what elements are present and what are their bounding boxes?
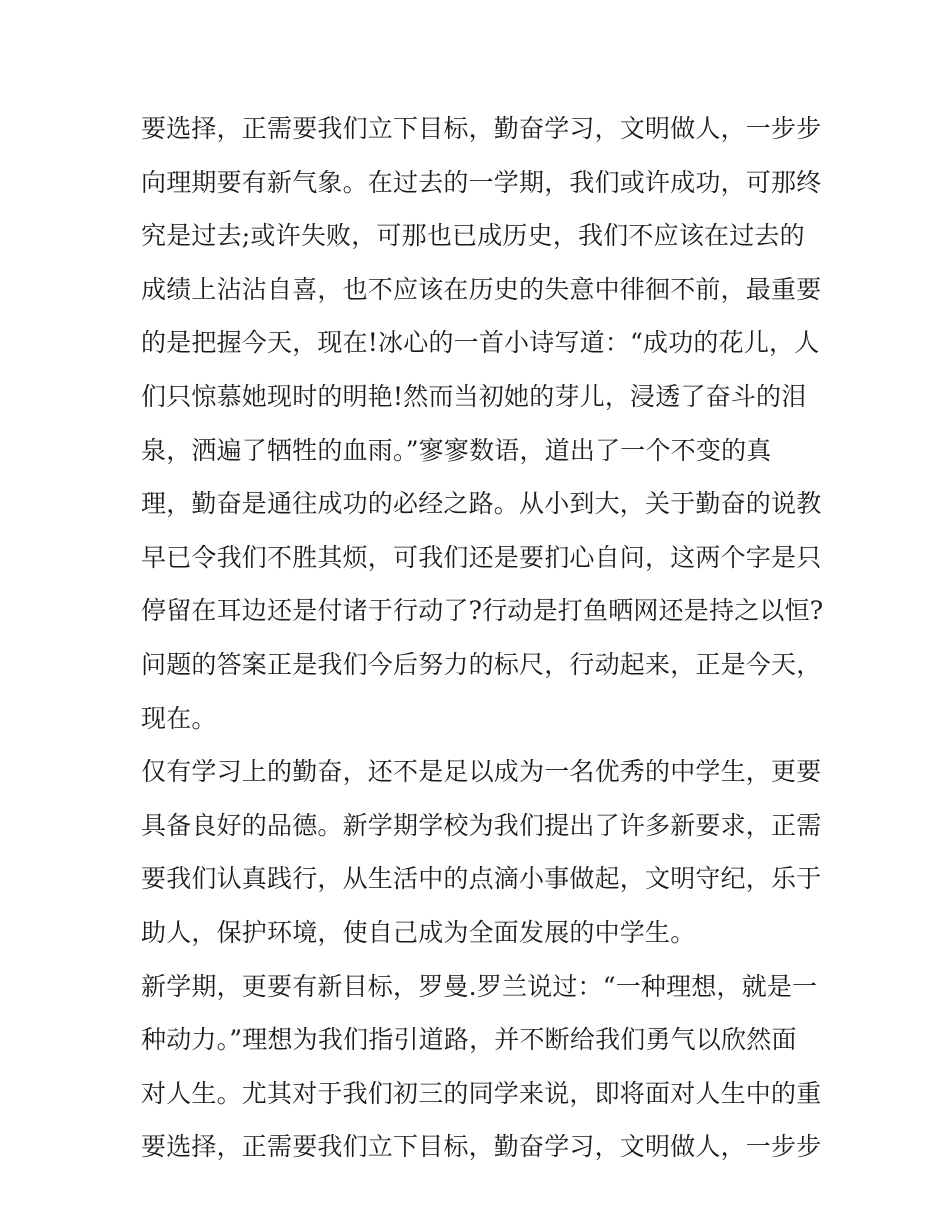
text-line: 停留在耳边还是付诸于行动了?行动是打鱼晒网还是持之以恒?: [141, 596, 824, 626]
text-line: 对人生。尤其对于我们初三的同学来说，即将面对人生中的重: [141, 1078, 822, 1108]
text-line: 现在。: [141, 703, 217, 733]
text-line: 的是把握今天，现在!冰心的一首小诗写道：“成功的花儿，人: [141, 328, 820, 358]
text-line: 助人，保护环境，使自己成为全面发展的中学生。: [141, 917, 696, 947]
text-line: 们只惊慕她现时的明艳!然而当初她的芽儿，浸透了奋斗的泪: [141, 381, 807, 411]
text-line: 问题的答案正是我们今后努力的标尺，行动起来，正是今天，: [141, 649, 822, 679]
text-line: 仅有学习上的勤奋，还不是足以成为一名优秀的中学生，更要: [141, 757, 822, 787]
text-line: 早已令我们不胜其烦，可我们还是要扪心自问，这两个字是只: [141, 542, 822, 572]
text-line: 理，勤奋是通往成功的必经之路。从小到大，关于勤奋的说教: [141, 489, 822, 519]
text-line: 要我们认真践行，从生活中的点滴小事做起，文明守纪，乐于: [141, 864, 822, 894]
text-line: 要选择，正需要我们立下目标，勤奋学习，文明做人，一步步: [141, 114, 822, 143]
text-line: 泉，洒遍了牺牲的血雨。”寥寥数语，道出了一个不变的真: [141, 435, 772, 465]
text-line: 成绩上沾沾自喜，也不应该在历史的失意中徘徊不前，最重要: [141, 274, 822, 304]
text-line: 新学期，更要有新目标，罗曼.罗兰说过：“一种理想，就是一: [141, 971, 818, 1001]
text-line: 种动力。”理想为我们指引道路，并不断给我们勇气以欣然面: [141, 1025, 797, 1055]
text-line: 具备良好的品德。新学期学校为我们提出了许多新要求，正需: [141, 810, 822, 840]
text-line: 向理期要有新气象。在过去的一学期，我们或许成功，可那终: [141, 167, 822, 197]
text-line: 究是过去;或许失败，可那也已成历史，我们不应该在过去的: [141, 221, 805, 251]
body-text: [141, 102, 824, 1174]
text-line: 要选择，正需要我们立下目标，勤奋学习，文明做人，一步步: [141, 1132, 822, 1162]
